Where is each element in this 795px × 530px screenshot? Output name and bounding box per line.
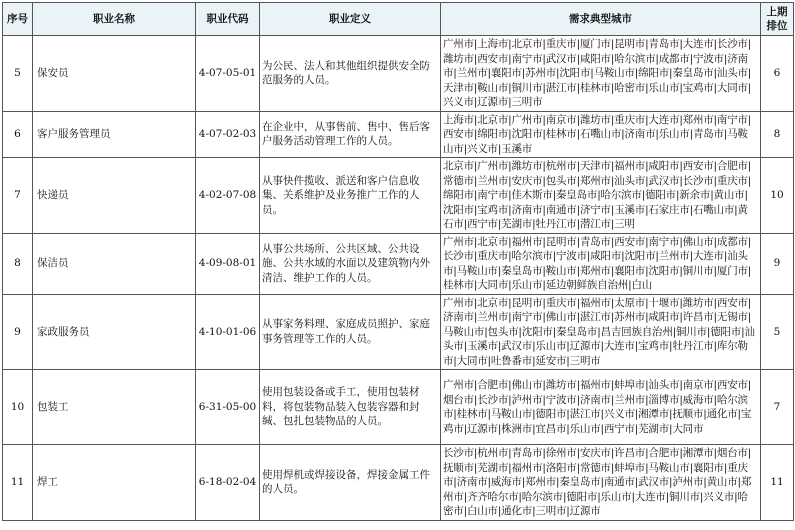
cell-definition: 在企业中，从事售前、售中、售后客户服务活动管理工作的人员。 [260, 111, 441, 158]
cell-cities: 广州市|北京市|福州市|昆明市|青岛市|西安市|南宁市|佛山市|成都市|长沙市|重庆市|哈尔滨市|宁波市|咸阳市|沈阳市|兰州市|大连市|汕头市|马鞍山市|秦皇岛市|鞍山市|郑州市|襄阳市|沈阳市|铜川市|厦门市|桂林市|大同市|乐山市|延边朝鲜族自治州|白山 [441, 233, 761, 294]
cell-definition: 使用包装设备或手工，使用包装材料，将包装物品装入包装容器和封缄、包扎包装物品的人员。 [260, 370, 441, 445]
cell-definition: 从事家务料理、家庭成员照护、家庭事务管理等工作的人员。 [260, 294, 441, 370]
cell-seq: 6 [3, 111, 33, 158]
cell-definition: 从事快件揽收、派送和客户信息收集、关系维护及业务推广工作的人员。 [260, 158, 441, 234]
cell-definition: 使用焊机或焊接设备，焊接金属工件的人员。 [260, 445, 441, 521]
cell-name: 客户服务管理员 [33, 111, 196, 158]
cell-cities: 长沙市|杭州市|青岛市|徐州市|安庆市|许昌市|合肥市|湘潭市|烟台市|抚顺市|芜湖市|福州市|洛阳市|常德市|蚌埠市|马鞍山市|襄阳市|重庆市|济南市|威海市|郑州市|秦皇岛市|南通市|武汉市|泸州市|黄山市|郑州市|齐齐哈尔市|哈尔滨市|德阳市|乐山市|大连市|铜川市|兴义市|哈密市|白山市|通化市|三明市|辽源市 [441, 445, 761, 521]
cell-seq: 10 [3, 370, 33, 445]
cell-prev-rank: 7 [761, 370, 794, 445]
header-code: 职业代码 [196, 3, 260, 36]
cell-definition: 为公民、法人和其他组织提供安全防范服务的人员。 [260, 36, 441, 112]
cell-code: 4-07-02-03 [196, 111, 260, 158]
cell-cities: 广州市|上海市|北京市|重庆市|厦门市|昆明市|青岛市|大连市|长沙市|潍坊市|西安市|南宁市|武汉市|咸阳市|哈尔滨市|成都市|宁波市|济南市|兰州市|襄阳市|苏州市|沈阳市|马鞍山市|绵阳市|秦皇岛市|汕头市|天津市|鞍山市|铜川市|湛江市|桂林市|哈密市|乐山市|宝鸡市|大同市|兴义市|辽源市|三明市 [441, 36, 761, 112]
cell-name: 焊工 [33, 445, 196, 521]
cell-name: 快递员 [33, 158, 196, 234]
table-row [3, 445, 794, 521]
table-row [3, 294, 794, 370]
cell-cities: 北京市|广州市|潍坊市|杭州市|天津市|福州市|咸阳市|西安市|合肥市|常德市|兰州市|安庆市|包头市|郑州市|汕头市|武汉市|长沙市|重庆市|绵阳市|南宁市|佳木斯市|秦皇岛市|哈尔滨市|德阳市|新余市|黄山市|沈阳市|宝鸡市|济南市|南通市|济宁市|玉溪市|石家庄市|石嘴山市|黄石市|西宁市|芜湖市|牡丹江市|潜江市|三明 [441, 158, 761, 234]
table-row [3, 36, 794, 112]
header-cities: 需求典型城市 [441, 3, 761, 36]
cell-seq: 8 [3, 233, 33, 294]
table-row [3, 370, 794, 445]
cell-code: 4-02-07-08 [196, 158, 260, 234]
cell-prev-rank: 11 [761, 445, 794, 521]
cell-name: 家政服务员 [33, 294, 196, 370]
cell-seq: 9 [3, 294, 33, 370]
cell-prev-rank: 8 [761, 111, 794, 158]
table-row [3, 111, 794, 158]
cell-code: 4-07-05-01 [196, 36, 260, 112]
cell-code: 4-10-01-06 [196, 294, 260, 370]
table-row [3, 233, 794, 294]
cell-name: 保洁员 [33, 233, 196, 294]
cell-seq: 7 [3, 158, 33, 234]
header-seq: 序号 [3, 3, 33, 36]
cell-cities: 广州市|北京市|昆明市|重庆市|福州市|太原市|十堰市|潍坊市|西安市|济南市|兰州市|南宁市|佛山市|湛江市|苏州市|咸阳市|许昌市|无锡市|马鞍山市|包头市|沈阳市|秦皇岛市|昌吉回族自治州|铜川市|德阳市|汕头市|玉溪市|武汉市|乐山市|辽源市|大连市|宝鸡市|牡丹江市|库尔勒市|大同市|吐鲁番市|延安市|三明市 [441, 294, 761, 370]
cell-name: 包装工 [33, 370, 196, 445]
cell-prev-rank: 9 [761, 233, 794, 294]
cell-cities: 上海市|北京市|广州市|南京市|潍坊市|重庆市|大连市|郑州市|南宁市|西安市|绵阳市|沈阳市|桂林市|石嘴山市|济南市|乐山市|青岛市|马鞍山市|兴义市|玉溪市 [441, 111, 761, 158]
cell-cities: 广州市|合肥市|佛山市|潍坊市|福州市|蚌埠市|汕头市|南京市|西安市|烟台市|长沙市|泸州市|宁波市|济南市|兰州市|淄博市|威海市|哈尔滨市|桂林市|马鞍山市|德阳市|湛江市|兴义市|湘潭市|抚顺市|通化市|宝鸡市|辽源市|株洲市|宜昌市|乐山市|西宁市|芜湖市|大同市 [441, 370, 761, 445]
header-definition: 职业定义 [260, 3, 441, 36]
cell-prev-rank: 6 [761, 36, 794, 112]
cell-prev-rank: 10 [761, 158, 794, 234]
occupation-demand-table [2, 2, 794, 521]
header-prev-rank: 上期排位 [761, 3, 794, 36]
table-row [3, 158, 794, 234]
cell-code: 4-09-08-01 [196, 233, 260, 294]
cell-seq: 11 [3, 445, 33, 521]
cell-definition: 从事公共场所、公共区域、公共设施、公共水域的水面以及建筑物内外清洁、维护工作的人员。 [260, 233, 441, 294]
cell-code: 6-31-05-00 [196, 370, 260, 445]
cell-name: 保安员 [33, 36, 196, 112]
table-header-row [3, 3, 794, 36]
cell-code: 6-18-02-04 [196, 445, 260, 521]
cell-prev-rank: 5 [761, 294, 794, 370]
cell-seq: 5 [3, 36, 33, 112]
header-name: 职业名称 [33, 3, 196, 36]
